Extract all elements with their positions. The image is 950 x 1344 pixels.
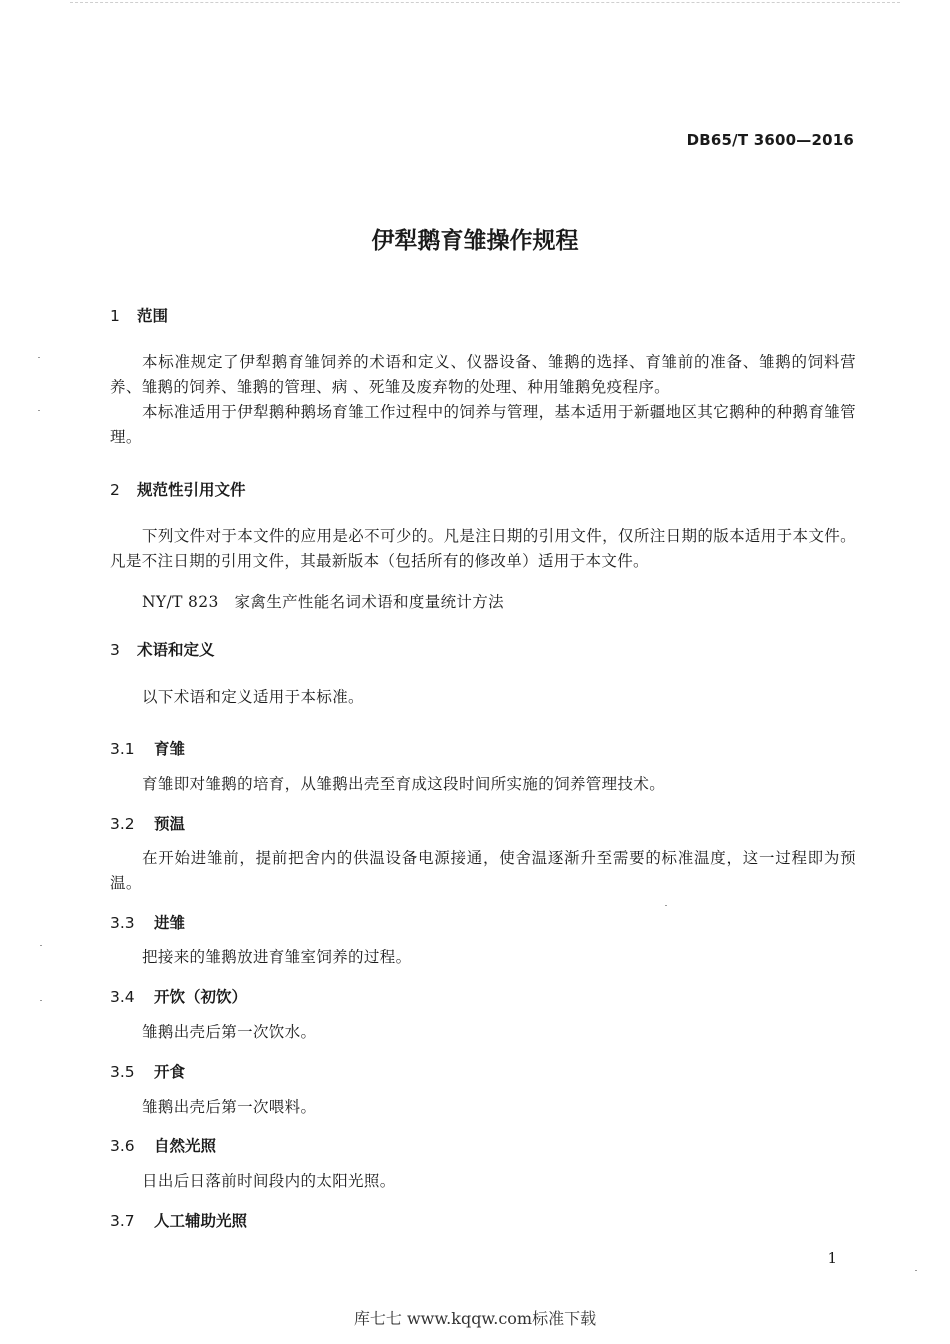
term-number: 3.4 (110, 988, 135, 1006)
term-3-4-definition: 雏鹅出壳后第一次饮水。 (142, 1023, 317, 1041)
term-title: 人工辅助光照 (154, 1212, 248, 1230)
term-number: 3.1 (110, 740, 135, 758)
section-1-heading (110, 304, 856, 326)
page-title: 伊犁鹅育雏操作规程 (371, 228, 579, 254)
section-1-paragraph-2: 本标准适用于伊犁鹅种鹅场育雏工作过程中的饲养与管理，基本适用于新疆地区其它鹅种的种鹅育雏管理。 (110, 403, 856, 446)
scan-speck (40, 945, 42, 946)
term-title: 预温 (154, 815, 186, 833)
footer-watermark: 库七七 www.kqqw.com标准下载 (353, 1309, 597, 1328)
term-3-5-heading (110, 1060, 856, 1082)
section-3-intro: 以下术语和定义适用于本标准。 (142, 688, 364, 706)
term-3-2-definition: 在开始进雏前，提前把舍内的供温设备电源接通，使舍温逐渐升至需要的标准温度，这一过程即为预温。 (110, 849, 856, 892)
term-number: 3.7 (110, 1212, 135, 1230)
section-number: 1 (110, 307, 120, 325)
term-3-2-heading (110, 812, 856, 834)
section-2-paragraph: 下列文件对于本文件的应用是必不可少的。凡是注日期的引用文件，仅所注日期的版本适用于本文件。凡是不注日期的引用文件，其最新版本（包括所有的修改单）适用于本文件。 (110, 527, 856, 570)
term-3-3-heading (110, 911, 856, 933)
term-title: 育雏 (154, 740, 186, 758)
scan-speck (915, 1270, 917, 1271)
term-3-6-definition: 日出后日落前时间段内的太阳光照。 (142, 1172, 396, 1190)
scan-speck (38, 357, 40, 358)
scan-speck (40, 1000, 42, 1001)
term-number: 3.3 (110, 914, 135, 932)
section-3-heading (110, 638, 856, 660)
section-number: 3 (110, 641, 120, 659)
term-title: 开食 (154, 1063, 186, 1081)
document-code: DB65/T 3600—2016 (686, 131, 854, 149)
term-3-5-definition: 雏鹅出壳后第一次喂料。 (142, 1098, 317, 1116)
term-3-3-definition: 把接来的雏鹅放进育雏室饲养的过程。 (142, 948, 412, 966)
term-3-1-heading (110, 737, 856, 759)
section-title: 范围 (137, 307, 169, 325)
term-number: 3.6 (110, 1137, 135, 1155)
section-title: 术语和定义 (137, 641, 215, 659)
term-3-7-heading (110, 1209, 856, 1231)
term-3-4-heading (110, 985, 856, 1007)
normative-reference: NY/T 823 家禽生产性能名词术语和度量统计方法 (142, 593, 504, 611)
term-number: 3.2 (110, 815, 135, 833)
section-number: 2 (110, 481, 120, 499)
term-3-1-definition: 育雏即对雏鹅的培育，从雏鹅出壳至育成这段时间所实施的饲养管理技术。 (142, 775, 666, 793)
section-1-paragraph-1: 本标准规定了伊犁鹅育雏饲养的术语和定义、仪器设备、雏鹅的选择、育雏前的准备、雏鹅的饲料营养、雏鹅的饲养、雏鹅的管理、病 、死雏及废弃物的处理、种用雏鹅免疫程序。 (110, 353, 856, 396)
scan-speck (38, 410, 40, 411)
term-title: 进雏 (154, 914, 186, 932)
term-title: 自然光照 (154, 1137, 217, 1155)
section-2-heading (110, 478, 856, 500)
scan-speck (665, 905, 667, 906)
term-number: 3.5 (110, 1063, 135, 1081)
section-title: 规范性引用文件 (137, 481, 246, 499)
scan-edge-line (70, 2, 900, 3)
term-3-6-heading (110, 1134, 856, 1156)
page-number: 1 (827, 1249, 837, 1267)
term-title: 开饮（初饮） (154, 988, 248, 1006)
